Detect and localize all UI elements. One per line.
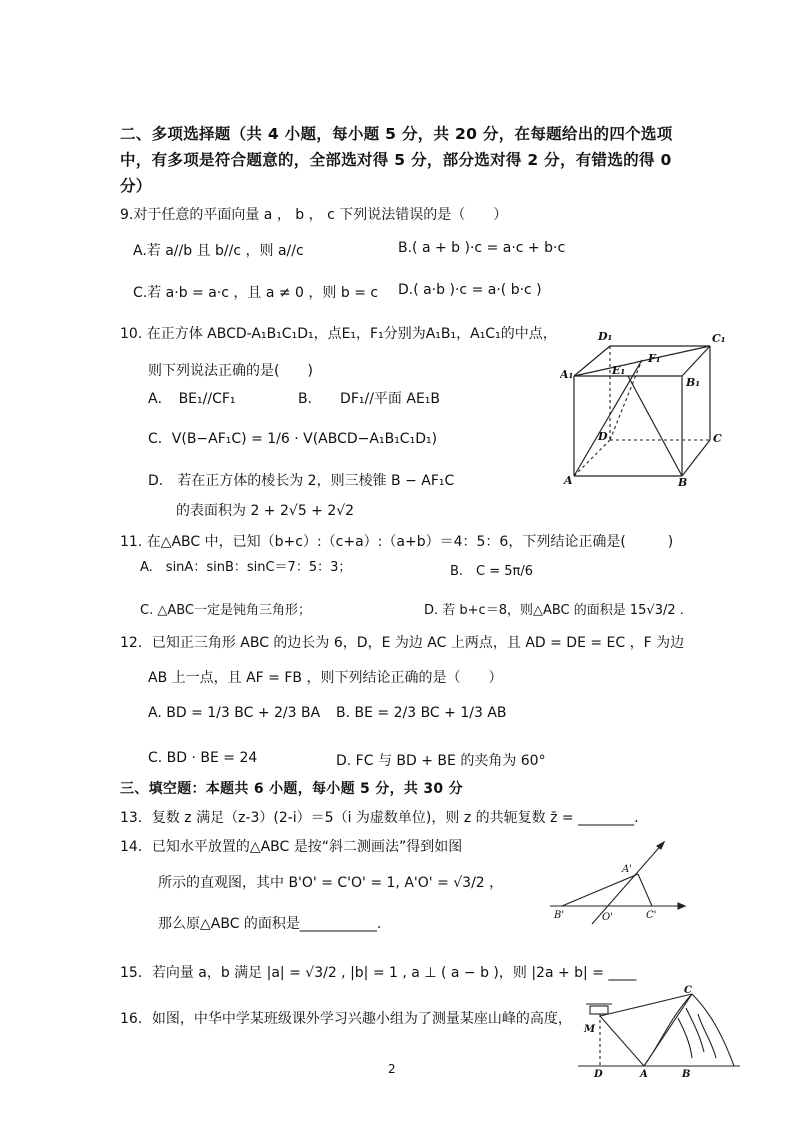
- cube-label-a: A: [564, 474, 573, 487]
- q9-option-a: A.若 a//b 且 b//c ，则 a//c: [133, 243, 304, 259]
- q10-option-a: A． BE₁//CF₁: [148, 391, 236, 407]
- q12-option-a: A. BD = 1/3 BC + 2/3 BA: [148, 705, 321, 721]
- q14-stem-2: 所示的直观图，其中 B'O' = C'O' = 1, A'O' = √3/2 ，: [158, 875, 504, 891]
- q9-option-b: B.( a + b )·c = a·c + b·c: [398, 240, 566, 256]
- q12-stem: 12．已知正三角形 ABC 的边长为 6，D，E 为边 AC 上两点，且 AD = DE = EC ，F 为边: [120, 635, 685, 651]
- cube-label-b1: B₁: [686, 376, 701, 389]
- q10-option-d-line2: 的表面积为 2 + 2√5 + 2√2: [176, 503, 355, 519]
- q15-text: 15．若向量 a，b 满足 |a| = √3/2 , |b| = 1 , a ⊥ ( a − b )，则 |2a + b| = ____: [120, 965, 637, 981]
- q10-stem-2: 则下列说法正确的是( ): [148, 363, 313, 379]
- q16-mountain-figure: [574, 984, 744, 1078]
- fig14-label-o: O': [602, 912, 613, 923]
- cube-label-c: C: [713, 432, 722, 445]
- fig14-label-c: C': [646, 910, 657, 921]
- section2-title-line1: 二、多项选择题（共 4 小题，每小题 5 分，共 20 分，在每题给出的四个选项: [120, 125, 673, 143]
- q12-option-c: C. BD · BE = 24: [148, 750, 258, 766]
- cube-figure: [560, 328, 740, 488]
- cube-label-a1: A₁: [560, 368, 574, 381]
- q11-option-b: B. C = 5π/6: [450, 564, 534, 579]
- cube-label-d1: D₁: [598, 330, 613, 343]
- page-number: 2: [388, 1062, 396, 1076]
- fig16-label-d: D: [594, 1069, 603, 1078]
- fig16-label-a: A: [640, 1069, 648, 1078]
- q14-stem-3: 那么原△ABC 的面积是___________.: [158, 916, 382, 932]
- q16-text: 16．如图，中华中学某班级课外学习兴趣小组为了测量某座山峰的高度，: [120, 1011, 572, 1027]
- q10-option-c: C．V(B−AF₁C) = 1/6 · V(ABCD−A₁B₁C₁D₁): [148, 431, 438, 447]
- q9-stem: 9.对于任意的平面向量 a ， b ， c 下列说法错误的是（ ）: [120, 207, 508, 223]
- section2-title-line2: 中，有多项是符合题意的，全部选对得 5 分，部分选对得 2 分，有错选的得 0: [120, 151, 672, 169]
- fig16-label-c: C: [684, 985, 692, 996]
- q13-text: 13．复数 z 满足（z-3）(2-i）＝5（i 为虚数单位)，则 z 的共轭复数 z̄ = ________.: [120, 810, 639, 826]
- q14-figure: [540, 838, 690, 930]
- cube-label-f1: F₁: [648, 352, 661, 365]
- q12-option-d: D. FC 与 BD + BE 的夹角为 60°: [336, 753, 546, 769]
- q10-option-d-line1: D. 若在正方体的棱长为 2，则三棱锥 B − AF₁C: [148, 473, 455, 489]
- fig16-label-m: M: [584, 1024, 596, 1035]
- q11-stem: 11. 在△ABC 中，已知（b+c）:（c+a）:（a+b）＝4：5：6，下列结论正确是( ): [120, 534, 674, 550]
- q14-stem: 14．已知水平放置的△ABC 是按“斜二测画法”得到如图: [120, 839, 463, 855]
- cube-label-b: B: [678, 476, 688, 488]
- q9-option-c: C.若 a·b = a·c ，且 a ≠ 0 ，则 b = c: [133, 285, 379, 301]
- q11-option-a: A. sinA：sinB：sinC＝7：5：3；: [140, 560, 352, 575]
- fig16-label-b: B: [682, 1069, 691, 1078]
- section2-title-line3: 分）: [120, 177, 152, 195]
- cube-label-e1: E₁: [612, 364, 626, 377]
- fig14-label-b: B': [554, 910, 565, 921]
- q11-option-c: C. △ABC一定是钝角三角形；: [140, 603, 311, 618]
- section3-title: 三、填空题：本题共 6 小题，每小题 5 分，共 30 分: [120, 781, 463, 797]
- q10-option-b: B. DF₁//平面 AE₁B: [298, 391, 441, 407]
- cube-label-d: D: [598, 430, 608, 443]
- q12-option-b: B. BE = 2/3 BC + 1/3 AB: [336, 705, 507, 721]
- q9-option-d: D.( a·b )·c = a·( b·c ): [398, 282, 542, 298]
- q10-stem: 10. 在正方体 ABCD-A₁B₁C₁D₁，点E₁，F₁分别为A₁B₁，A₁C₁的中点，: [120, 326, 557, 342]
- cube-label-c1: C₁: [712, 332, 726, 345]
- fig14-label-a: A': [622, 864, 632, 875]
- q12-stem-2: AB 上一点，且 AF = FB ，则下列结论正确的是（ ）: [148, 670, 503, 686]
- q11-option-d: D. 若 b+c＝8，则△ABC 的面积是 15√3/2 .: [424, 603, 684, 618]
